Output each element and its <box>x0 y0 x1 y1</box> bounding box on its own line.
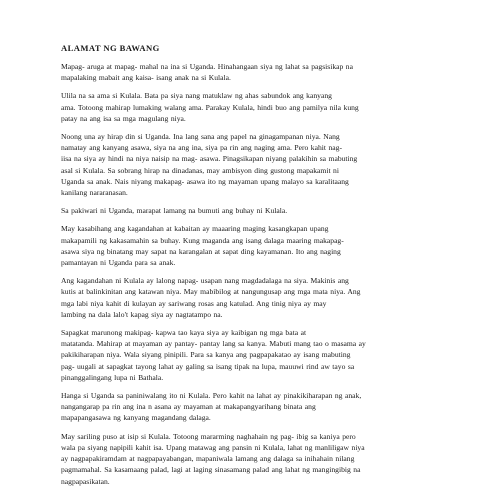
text-line: nagpapasikatan. <box>61 476 110 486</box>
text-line: pinanggalingang lupa ni Bathala. <box>61 372 164 382</box>
text-line: matatanda. Mahirap at mayaman ay pantay- pantay lang sa kanya. Mabuti mang tao o masama ay <box>61 339 366 349</box>
text-line: Hanga si Uganda sa paniniwalang ito ni Kulala. Pero kahit na lahat ay pinakikiharapan ng anak, <box>61 391 362 401</box>
text-line: May kasabihang ang kagandahan at kabaitan ay maaaring maging kasangkapan upang <box>61 224 329 234</box>
paragraph-4 <box>61 205 433 216</box>
paragraph-9 <box>61 431 433 487</box>
text-line: kutis at balinkinitan ang katawan niya. May mabibilog at nangungusap ang mga mata niya. Ang <box>61 287 361 297</box>
text-line: nangangarap pa rin ang ina n asana ay mayaman at makapangyarihang binata ang <box>61 402 316 412</box>
paragraph-3 <box>61 131 433 198</box>
text-line: mapapangasawa ng kanyang magandang dalaga. <box>61 413 211 423</box>
paragraph-1 <box>61 61 433 83</box>
text-line: kanilang nararanasan. <box>61 188 128 198</box>
text-line: May sariling puso at isip si Kulala. Totoong mararming naghahain ng pag- ibig sa kaniya pero <box>61 431 356 441</box>
text-line: ama. Totoong mahirap lumaking walang ama. Parakay Kulala, hindi buo ang pamilya nila kung <box>61 102 359 112</box>
text-line: pagmamahal. Sa kasamaang palad, lagi at laging sinasamang palad ang lahat ng mangingibig na <box>61 465 361 475</box>
text-line: asawa siya ng binatang may sapat na karangalan at sapat ding kayamanan. Ito ang naging <box>61 246 341 256</box>
text-line: patay na ang isa sa mga magulang niya. <box>61 113 186 123</box>
text-line: Sapagkat marunong makipag- kapwa tao kaya siya ay kaibigan ng mga bata at <box>61 328 307 338</box>
text-line: mga labi niya kahit di kulayan ay sariwang rosas ang katulad. Ang tinig niya ay may <box>61 298 327 308</box>
document-title: ALAMAT NG BAWANG <box>61 43 160 53</box>
text-line: asal si Kulala. Sa sobrang hirap na dinadanas, may ambisyon ding gustong mapakamit ni <box>61 165 339 175</box>
text-line: Mapag- aruga at mapag- mahal na ina si Uganda. Hinahangaan siya ng lahat sa pagsisikap na <box>61 62 353 71</box>
text-line: pamantayan ni Uganda para sa anak. <box>61 258 176 268</box>
paragraph-5 <box>61 223 433 268</box>
text-line: mapalaking mabait ang kaisa- isang anak na si Kulala. <box>61 73 231 83</box>
text-line: Ulila na sa ama si Kulala. Bata pa siya nang matuklaw ng ahas sabundok ang kanyang <box>61 91 332 101</box>
text-line: ay nagpapakiramdam at nagpapayabangan, mapaniwala lamang ang dalaga sa inihahain nilang <box>61 454 355 464</box>
paragraph-7 <box>61 327 433 383</box>
text-line: pakikiharapan niya. Wala siyang pinipili. Para sa kanya ang pagpapakatao ay isang mabuting <box>61 350 351 360</box>
text-line: makapamili ng kakasamahin sa buhay. Kung maganda ang isang dalaga maaring makapag- <box>61 235 344 245</box>
paragraph-2 <box>61 90 433 124</box>
text-line: lambing na dala lalo't kapag siya ay nagtatampo na. <box>61 309 223 319</box>
text-line: wala pa siyang napipili kahit isa. Upang matawag ang pansin ni Kulala, lahat ng manliligaw niya <box>61 442 365 452</box>
text-line: pag- uugali at sapagkat tayong lahat ay galing sa isang tipak na lupa, mauuwi rind aw tayo sa <box>61 361 355 371</box>
paragraph-8 <box>61 390 433 424</box>
text-line: Uganda sa anak. Nais niyang makapag- asawa ito ng mayaman upang malayo sa karalitaang <box>61 176 349 186</box>
text-line: Noong una ay hirap din si Uganda. Ina lang sana ang papel na ginagampanan niya. Nang <box>61 132 340 142</box>
text-line: iisa na siya ay hindi na niya naisip na mag- asawa. Pinagsikapan niyang palakihin sa mabuting <box>61 154 358 164</box>
text-line: namatay ang kanyang asawa, siya na ang ina, siya pa rin ang naging ama. Pero kahit nag- <box>61 143 342 153</box>
paragraph-6 <box>61 275 433 320</box>
text-line: Ang kagandahan ni Kulala ay lalong napag- usapan nang magdadalaga na siya. Makinis ang <box>61 276 349 286</box>
text-line: Sa pakiwari ni Uganda, marapat lamang na bumuti ang buhay ni Kulala. <box>61 206 288 216</box>
